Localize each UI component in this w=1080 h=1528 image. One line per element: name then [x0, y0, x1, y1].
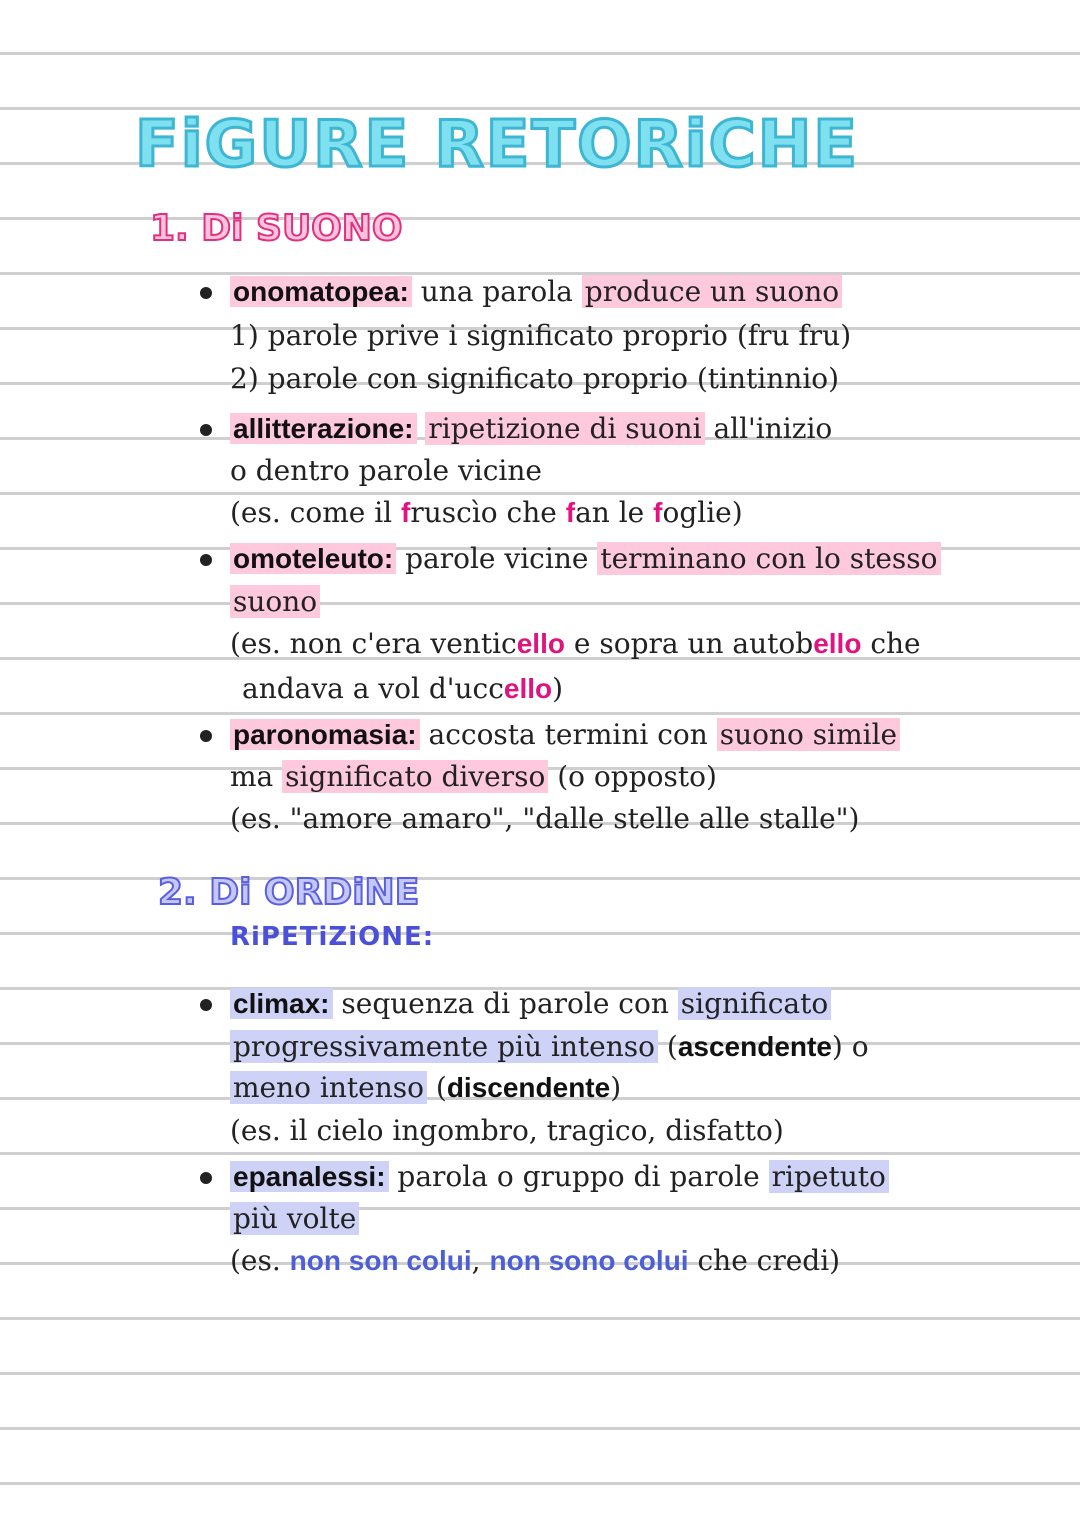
definition-line: o dentro parole vicine: [230, 454, 542, 487]
text: parola o gruppo di parole: [388, 1160, 769, 1193]
term-paronomasia: paronomasia:: [230, 719, 420, 750]
bullet-icon: [200, 999, 212, 1011]
definition-line: [230, 984, 831, 1024]
definition-line: [230, 409, 832, 449]
section-heading-ordine: 2. Di ORDiNE: [158, 872, 420, 913]
highlight: ripetuto: [769, 1160, 889, 1193]
highlight: significato: [678, 987, 831, 1020]
highlight: progressivamente più intenso: [230, 1030, 658, 1063]
bullet-icon: [200, 287, 212, 299]
example-line: (es. non son colui, non sono colui che credi): [230, 1244, 841, 1277]
example-line: (es. come il fruscìo che fan le foglie): [230, 496, 743, 529]
definition-line: [230, 582, 320, 622]
example-line: (es. il cielo ingombro, tragico, disfatto): [230, 1114, 784, 1147]
highlight: suono: [230, 585, 320, 618]
example-line: (es. non c'era venticello e sopra un autobello che: [230, 627, 921, 660]
bullet-icon: [200, 424, 212, 436]
text: sequenza di parole con: [332, 987, 678, 1020]
definition-line: [230, 715, 900, 755]
highlight: ripetizione di suoni: [425, 412, 704, 445]
term-allitterazione: allitterazione:: [230, 413, 417, 444]
text: una parola: [411, 275, 582, 308]
term-onomatopea: onomatopea:: [230, 276, 412, 307]
subsection-heading-ripetizione: RiPETiZiONE:: [230, 922, 435, 952]
definition-line: [230, 1157, 889, 1197]
example-line: andava a vol d'uccello): [242, 672, 564, 705]
term-epanalessi: epanalessi:: [230, 1161, 389, 1192]
definition-line: [230, 272, 842, 312]
highlight: terminano con lo stesso: [597, 542, 940, 575]
definition-line: [230, 539, 941, 579]
highlight: significato diverso: [282, 760, 548, 793]
example-line: (es. "amore amaro", "dalle stelle alle stalle"): [230, 802, 860, 835]
section-heading-suono: 1. Di SUONO: [150, 208, 403, 249]
definition-line: 1) parole prive i significato proprio (fru fru): [230, 319, 852, 352]
definition-line: meno intenso (discendente): [230, 1068, 621, 1108]
bullet-icon: [200, 554, 212, 566]
term-climax: climax:: [230, 988, 333, 1019]
text: accosta termini con: [419, 718, 717, 751]
bullet-icon: [200, 1172, 212, 1184]
highlight: produce un suono: [582, 275, 842, 308]
highlight: suono simile: [717, 718, 900, 751]
definition-line: [230, 1199, 359, 1239]
definition-line: progressivamente più intenso (ascendente) o: [230, 1027, 869, 1067]
definition-line: ma significato diverso (o opposto): [230, 760, 717, 793]
text: all'inizio: [704, 412, 833, 445]
highlight: meno intenso: [230, 1071, 427, 1104]
term-omoteleuto: omoteleuto:: [230, 543, 396, 574]
definition-line: 2) parole con significato proprio (tintinnio): [230, 362, 840, 395]
text: parole vicine: [396, 542, 598, 575]
page-title: FiGURE RETORiCHE: [135, 108, 859, 182]
highlight: più volte: [230, 1202, 359, 1235]
bullet-icon: [200, 730, 212, 742]
